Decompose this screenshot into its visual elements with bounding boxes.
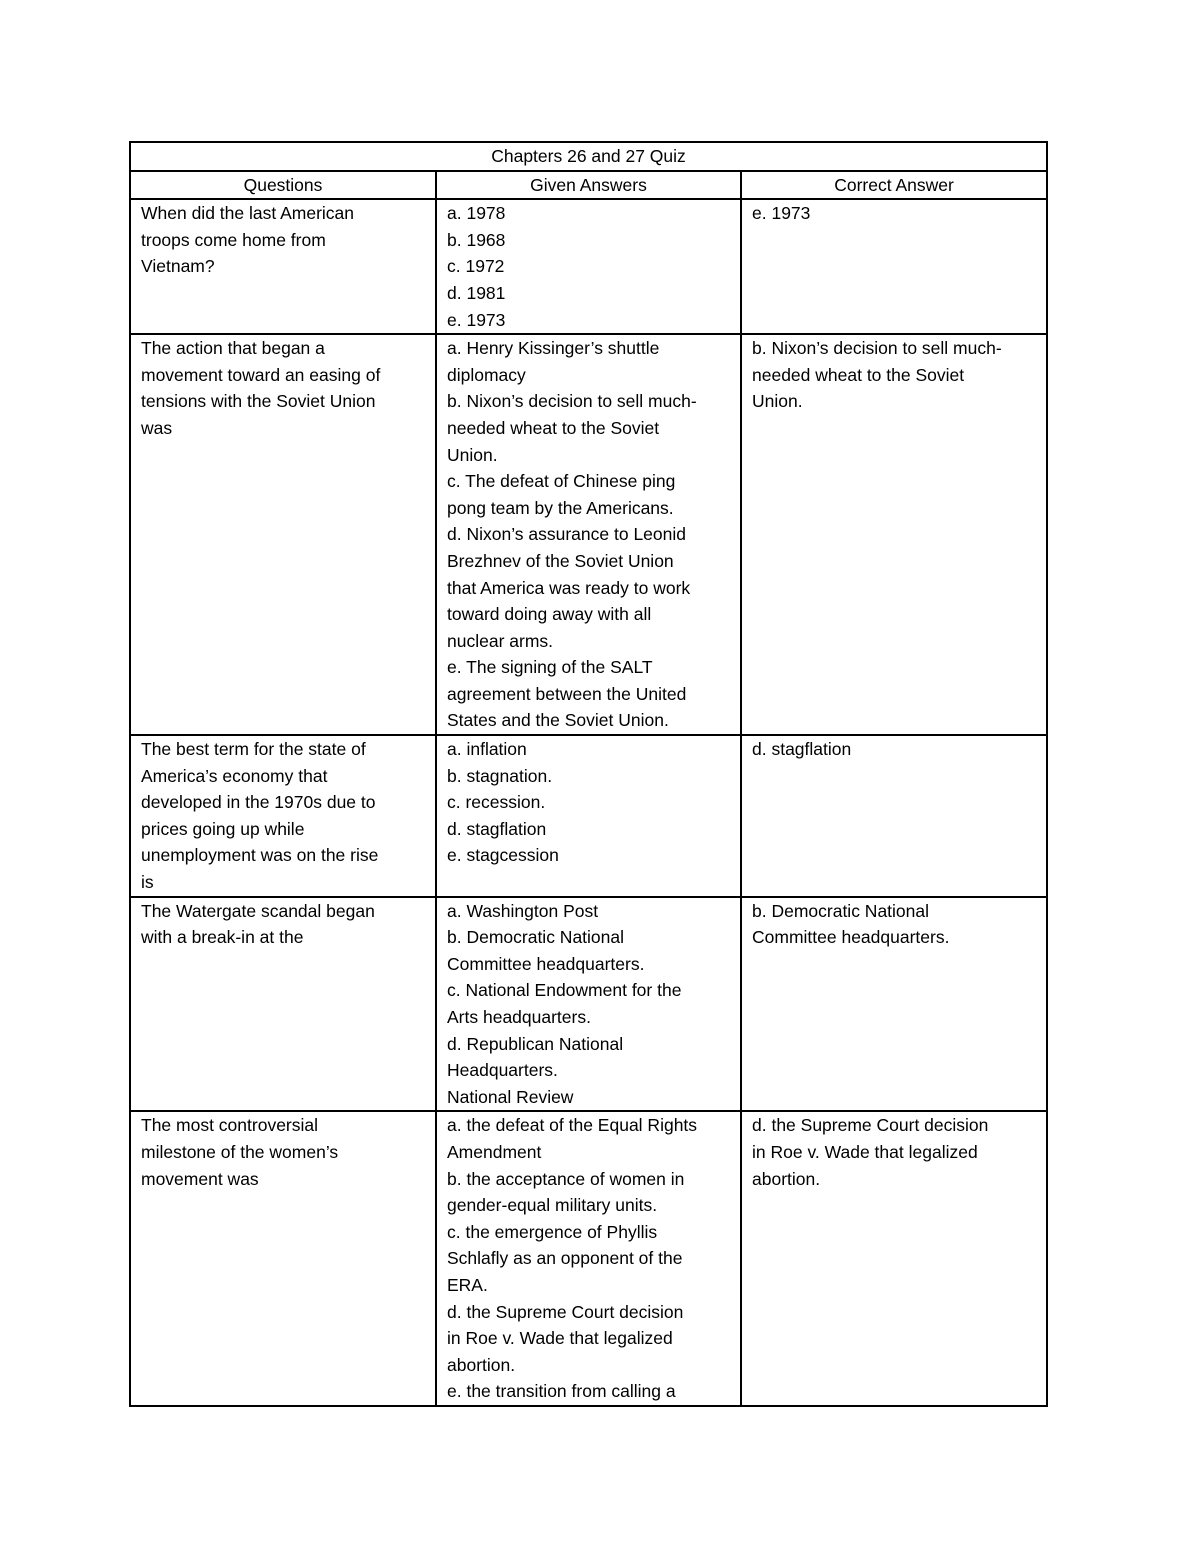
text-line: d. stagflation [752, 739, 852, 760]
text-line: diplomacy [447, 364, 526, 385]
text-line: ERA. [447, 1274, 488, 1295]
text-line: b. Nixon’s decision to sell much- [447, 391, 697, 412]
text-line: States and the Soviet Union. [447, 710, 669, 731]
text-line: unemployment was on the rise [141, 845, 379, 866]
text-line: b. stagnation. [447, 765, 553, 786]
text-line: Schlafly as an opponent of the [447, 1248, 683, 1269]
table-row [130, 735, 1047, 897]
question-cell [130, 1111, 436, 1406]
text-line: c. The defeat of Chinese ping [447, 471, 676, 492]
text-line: agreement between the United [447, 683, 687, 704]
text-line: When did the last American [141, 203, 355, 224]
text-line: prices going up while [141, 818, 305, 839]
text-line: e. 1973 [752, 203, 811, 224]
correct-answer-cell [741, 199, 1047, 334]
text-line: b. Democratic National [752, 900, 930, 921]
text-line: is [141, 872, 154, 893]
text-line: d. 1981 [447, 282, 506, 303]
text-line: The most controversial [141, 1115, 319, 1136]
given-answers-cell [436, 735, 741, 897]
correct-answer-cell [741, 334, 1047, 735]
quiz-table [129, 141, 1048, 1407]
text-line: d. Nixon’s assurance to Leonid [447, 524, 686, 545]
correct-answer-cell [741, 735, 1047, 897]
text-line: abortion. [447, 1354, 516, 1375]
text-line: d. the Supreme Court decision [447, 1301, 684, 1322]
text-line: e. 1973 [447, 309, 506, 330]
text-line: with a break-in at the [141, 927, 304, 948]
question-cell [130, 334, 436, 735]
text-line: c. National Endowment for the [447, 980, 682, 1001]
text-line: National Review [447, 1086, 574, 1107]
text-line: Union. [752, 391, 803, 412]
text-line: Brezhnev of the Soviet Union [447, 550, 674, 571]
text-line: Union. [447, 444, 498, 465]
text-line: abortion. [752, 1168, 821, 1189]
table-row [130, 334, 1047, 735]
given-answers-cell [436, 199, 741, 334]
table-row [130, 199, 1047, 334]
text-line: The best term for the state of [141, 739, 366, 760]
text-line: needed wheat to the Soviet [752, 364, 965, 385]
table-row [130, 1111, 1047, 1406]
text-line: pong team by the Americans. [447, 497, 674, 518]
text-line: was [141, 417, 173, 438]
text-line: Amendment [447, 1141, 542, 1162]
text-line: tensions with the Soviet Union [141, 391, 376, 412]
header-correct-answer: Correct Answer [741, 171, 1047, 200]
question-cell [130, 897, 436, 1112]
text-line: d. Republican National [447, 1033, 624, 1054]
header-given-answers: Given Answers [436, 171, 741, 200]
text-line: e. the transition from calling a [447, 1381, 676, 1402]
text-line: b. Nixon’s decision to sell much- [752, 338, 1002, 359]
text-line: movement was [141, 1168, 259, 1189]
text-line: a. Washington Post [447, 900, 599, 921]
text-line: Arts headquarters. [447, 1007, 591, 1027]
given-answers-cell [436, 1111, 741, 1406]
text-line: Committee headquarters. [752, 927, 950, 948]
quiz-body [130, 199, 1047, 1406]
text-line: that America was ready to work [447, 577, 691, 598]
text-line: d. the Supreme Court decision [752, 1115, 989, 1136]
table-row [130, 897, 1047, 1112]
text-line: c. recession. [447, 792, 546, 813]
header-row [130, 171, 1047, 200]
text-line: in Roe v. Wade that legalized [752, 1141, 978, 1162]
text-line: c. the emergence of Phyllis [447, 1221, 658, 1242]
text-line: troops come home from [141, 229, 326, 250]
correct-answer-cell [741, 1111, 1047, 1406]
text-line: a. inflation [447, 739, 527, 760]
text-line: toward doing away with all [447, 604, 652, 625]
text-line: b. Democratic National [447, 927, 625, 948]
text-line: nuclear arms. [447, 630, 554, 651]
question-cell [130, 199, 436, 334]
text-line: Committee headquarters. [447, 953, 645, 974]
text-line: in Roe v. Wade that legalized [447, 1328, 673, 1349]
text-line: The action that began a [141, 338, 325, 359]
text-line: The Watergate scandal began [141, 900, 375, 921]
text-line: gender-equal military units. [447, 1195, 658, 1216]
text-line: Vietnam? [141, 256, 215, 277]
text-line: b. 1968 [447, 229, 506, 250]
question-cell [130, 735, 436, 897]
quiz-title: Chapters 26 and 27 Quiz [130, 142, 1047, 171]
text-line: a. Henry Kissinger’s shuttle [447, 338, 660, 359]
text-line: c. 1972 [447, 256, 505, 277]
text-line: a. 1978 [447, 203, 506, 224]
text-line: needed wheat to the Soviet [447, 417, 660, 438]
text-line: e. stagcession [447, 845, 559, 866]
header-questions: Questions [130, 171, 436, 200]
text-line: Headquarters. [447, 1060, 558, 1081]
text-line: America’s economy that [141, 765, 328, 786]
given-answers-cell [436, 897, 741, 1112]
text-line: developed in the 1970s due to [141, 792, 376, 813]
text-line: movement toward an easing of [141, 364, 381, 385]
text-line: b. the acceptance of women in [447, 1168, 685, 1189]
given-answers-cell [436, 334, 741, 735]
text-line: d. stagflation [447, 818, 547, 839]
text-line: milestone of the women’s [141, 1141, 339, 1162]
title-row [130, 142, 1047, 171]
text-line: a. the defeat of the Equal Rights [447, 1115, 698, 1136]
text-line: e. The signing of the SALT [447, 657, 653, 678]
correct-answer-cell [741, 897, 1047, 1112]
